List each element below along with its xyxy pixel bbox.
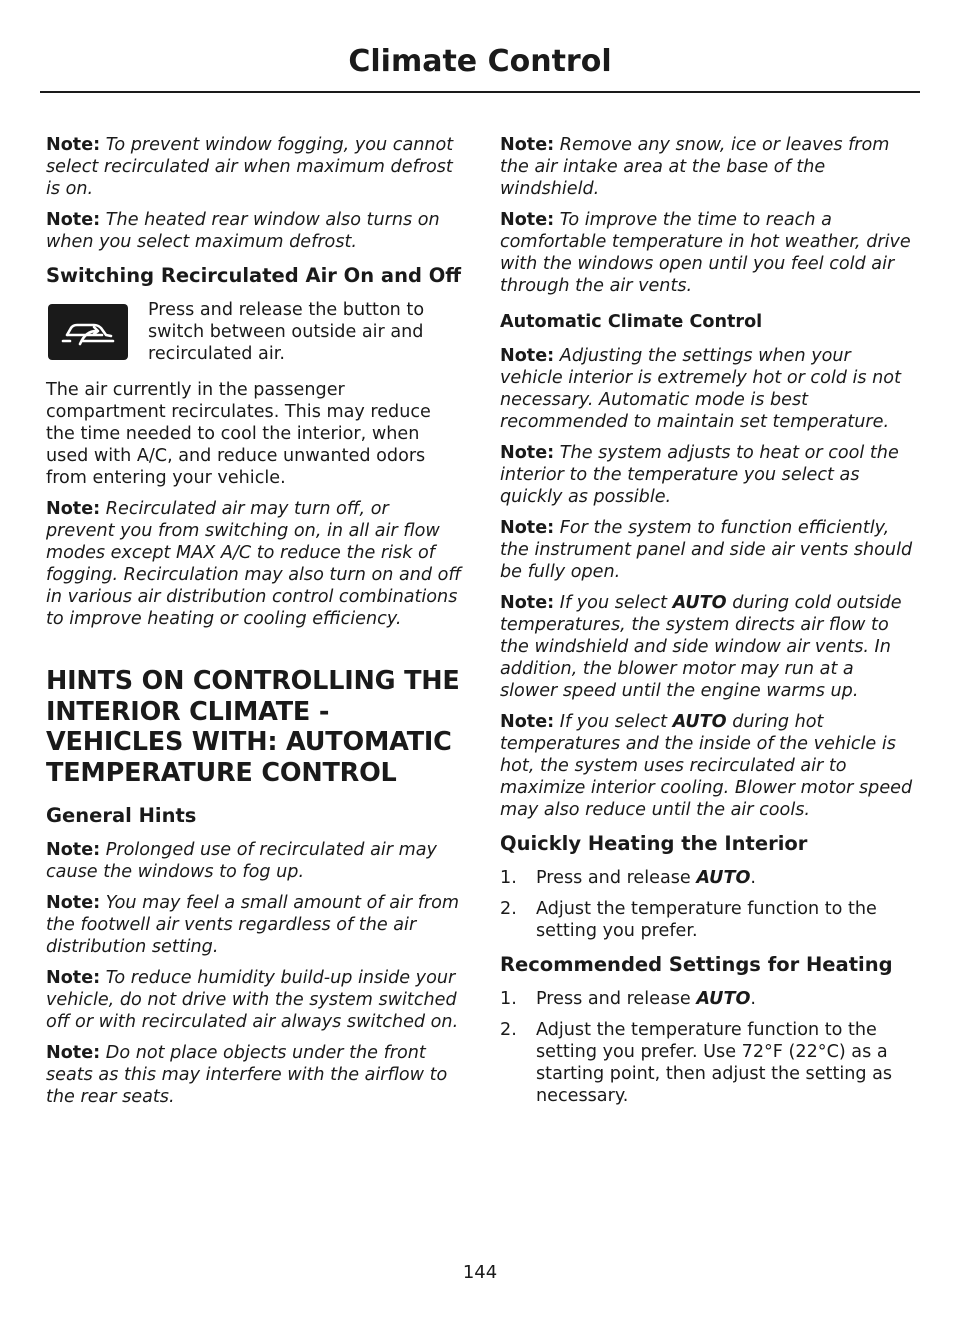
note: Note: If you select AUTO during hot temperatures and the inside of the vehicle is hot, the system uses recirculated air to maximize interior cooling. Blower motor speed may also reduce until the air cools.: [500, 712, 913, 820]
list-item: 2. Adjust the temperature function to the setting you prefer. Use 72°F (22°C) as a starting point, then adjust the setting as necessary.: [500, 1020, 893, 1106]
page-title: Climate Control: [348, 44, 612, 79]
section-heading-recirculated-air: Switching Recirculated Air On and Off: [46, 264, 462, 287]
list-item: 1. Press and release AUTO.: [500, 989, 757, 1009]
note: Note: The system adjusts to heat or cool the interior to the temperature you select as quickly as possible.: [500, 443, 899, 507]
page-number: 144: [462, 1262, 498, 1283]
note: Note: To improve the time to reach a comfortable temperature in hot weather, drive with the windows open until you feel cold air through the air vents.: [500, 210, 911, 296]
quick-heating-steps: [500, 867, 914, 942]
note: Note: If you select AUTO during cold outside temperatures, the system directs air flow to the windshield and side window air vents. In addition, the blower motor may run at a slower speed until the engine warms up.: [500, 593, 902, 701]
section-heading-recommended-heating: Recommended Settings for Heating: [500, 953, 893, 976]
header-divider: [40, 91, 920, 93]
recirc-instruction: Press and release the button to switch between outside air and recirculated air.: [148, 300, 425, 364]
recirc-instruction-row: [46, 299, 462, 365]
recommended-heating-steps: [500, 988, 914, 1107]
list-item: 2. Adjust the temperature function to the setting you prefer.: [500, 899, 877, 941]
note: Note: Remove any snow, ice or leaves from the air intake area at the base of the windshield.: [500, 135, 890, 199]
note: Note: Do not place objects under the front seats as this may interfere with the airflow to the rear seats.: [46, 1043, 448, 1107]
section-heading-quickly-heating: Quickly Heating the Interior: [500, 832, 808, 855]
list-item: 1. Press and release AUTO.: [500, 868, 757, 888]
right-column: [500, 134, 914, 1116]
main-heading: HINTS ON CONTROLLING THE INTERIOR CLIMATE - VEHICLES WITH: AUTOMATIC TEMPERATURE CONTROL: [46, 666, 460, 788]
note: Note: Recirculated air may turn off, or prevent you from switching on, in all air flow modes except MAX A/C to reduce the risk of fogging. Recirculation may also turn on and off in various air distribution control combinations to improve heating or cooling efficiency.: [46, 499, 462, 629]
note: Note: Prolonged use of recirculated air may cause the windows to fog up.: [46, 840, 437, 882]
recirc-paragraph: The air currently in the passenger compartment recirculates. This may reduce the time needed to cool the interior, when used with A/C, and reduce unwanted odors from entering your vehicle.: [46, 380, 431, 488]
note: Note: You may feel a small amount of air from the footwell air vents regardless of the air distribution setting.: [46, 893, 460, 957]
section-heading-general-hints: General Hints: [46, 804, 197, 827]
section-heading-automatic-climate-control: Automatic Climate Control: [500, 312, 763, 332]
note: Note: The heated rear window also turns on when you select maximum defrost.: [46, 210, 440, 252]
left-column: [46, 134, 462, 1117]
note: Note: Adjusting the settings when your vehicle interior is extremely hot or cold is not necessary. Automatic mode is best recommended to maintain set temperature.: [500, 346, 901, 432]
note: Note: For the system to function efficiently, the instrument panel and side air vents should be fully open.: [500, 518, 913, 582]
note: Note: To reduce humidity build-up inside your vehicle, do not drive with the system switched off or with recirculated air always switched on.: [46, 968, 459, 1032]
recirculated-air-icon: [48, 304, 128, 360]
note: Note: To prevent window fogging, you cannot select recirculated air when maximum defrost is on.: [46, 135, 454, 199]
